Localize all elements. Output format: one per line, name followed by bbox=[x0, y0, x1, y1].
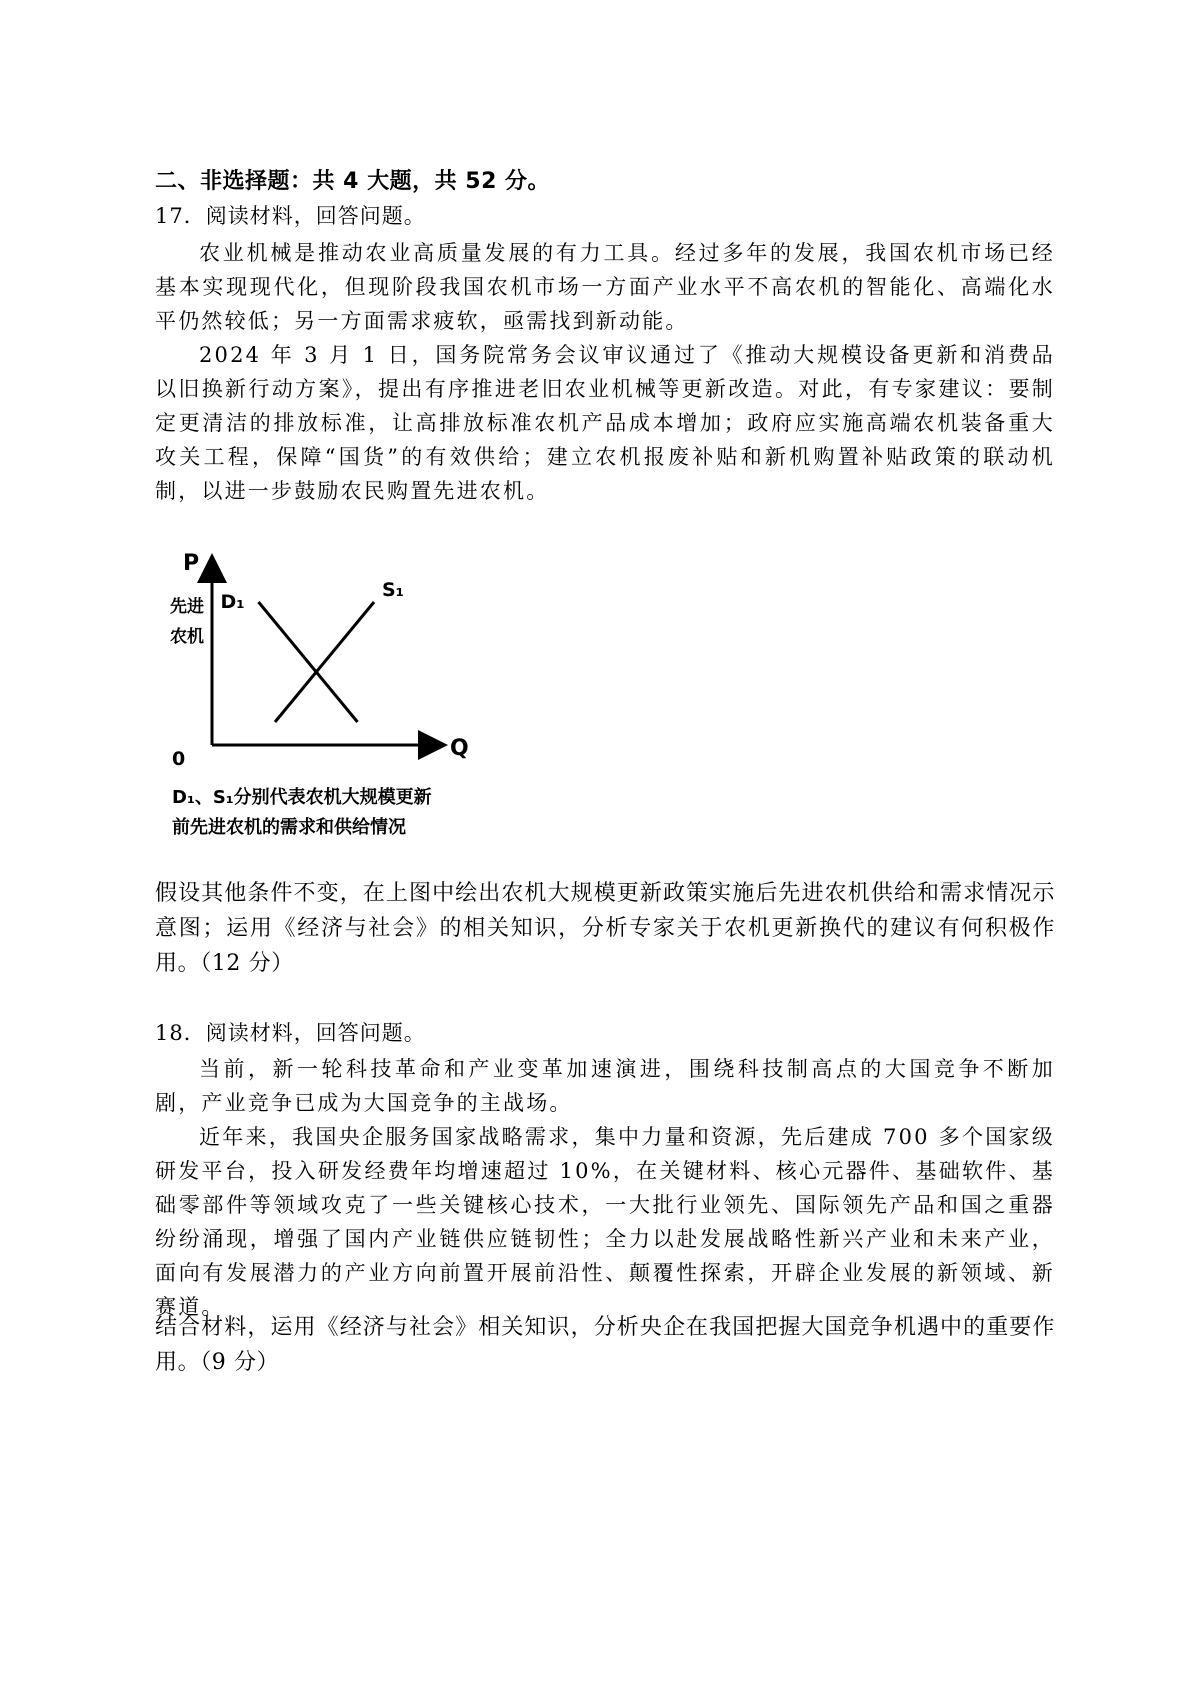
curve-label-s1: S₁ bbox=[382, 579, 405, 601]
y-axis-sublabel-2: 农机 bbox=[170, 627, 204, 647]
question-17-heading: 17．阅读材料，回答问题。 bbox=[155, 204, 426, 228]
y-axis-label: P bbox=[183, 551, 200, 576]
x-axis-label: Q bbox=[450, 736, 469, 761]
question-17-paragraph-2: 2024 年 3 月 1 日，国务院常务会议审议通过了《推动大规模设备更新和消费品以旧换新行动方案》，提出有序推进老旧农业机械等更新改造。对此，有专家建议：要制定更清洁的排放标准，让高排放标准农机产品成本增加；政府应实施高端农机装备重大攻关工程，保障“国货”的有效供给；建立农机报废补贴和新机购置补贴政策的联动机制，以进一步鼓励农民购置先进农机。 bbox=[155, 343, 1055, 503]
curve-label-d1: D₁ bbox=[220, 591, 245, 613]
curve-supply-s1 bbox=[275, 602, 374, 722]
chart-caption-line-1: D₁、S₁分别代表农机大规模更新 bbox=[172, 787, 432, 808]
section-title: 二、非选择题：共 4 大题，共 52 分。 bbox=[155, 169, 551, 194]
question-18-paragraph-1: 当前，新一轮科技革命和产业变革加速演进，围绕科技制高点的大国竞争不断加剧，产业竞争已成为大国竞争的主战场。 bbox=[155, 1057, 1055, 1115]
question-18-heading: 18．阅读材料，回答问题。 bbox=[155, 1021, 426, 1045]
question-17-task: 假设其他条件不变，在上图中绘出农机大规模更新政策实施后先进农机供给和需求情况示意图；运用《经济与社会》的相关知识，分析专家关于农机更新换代的建议有何积极作用。（12 分） bbox=[155, 881, 1055, 976]
y-axis-sublabel-1: 先进 bbox=[170, 597, 204, 617]
supply-demand-chart bbox=[170, 545, 500, 865]
question-18-task: 结合材料，运用《经济与社会》相关知识，分析央企在我国把握大国竞争机遇中的重要作用。（9 分） bbox=[155, 1315, 1055, 1375]
question-17-paragraph-1: 农业机械是推动农业高质量发展的有力工具。经过多年的发展，我国农机市场已经基本实现现代化，但现阶段我国农机市场一方面产业水平不高农机的智能化、高端化水平仍然较低；另一方面需求疲软，亟需找到新动能。 bbox=[155, 241, 1055, 333]
curve-group bbox=[221, 579, 405, 722]
curve-demand-d1 bbox=[259, 602, 358, 722]
origin-label: 0 bbox=[172, 748, 186, 770]
question-18-paragraph-2: 近年来，我国央企服务国家战略需求，集中力量和资源，先后建成 700 多个国家级研发平台，投入研发经费年均增速超过 10%，在关键材料、核心元器件、基础软件、基础零部件等领域攻克了一些关键核心技术，一大批行业领先、国际领先产品和国之重器纷纷涌现，增强了国内产业链供应链韧性；全力以赴发展战略性新兴产业和未来产业，面向有发展潜力的产业方向前置开展前沿性、颠覆性探索，开辟企业发展的新领域、新赛道。 bbox=[155, 1125, 1055, 1319]
chart-caption-line-2: 前先进农机的需求和供给情况 bbox=[172, 817, 406, 838]
